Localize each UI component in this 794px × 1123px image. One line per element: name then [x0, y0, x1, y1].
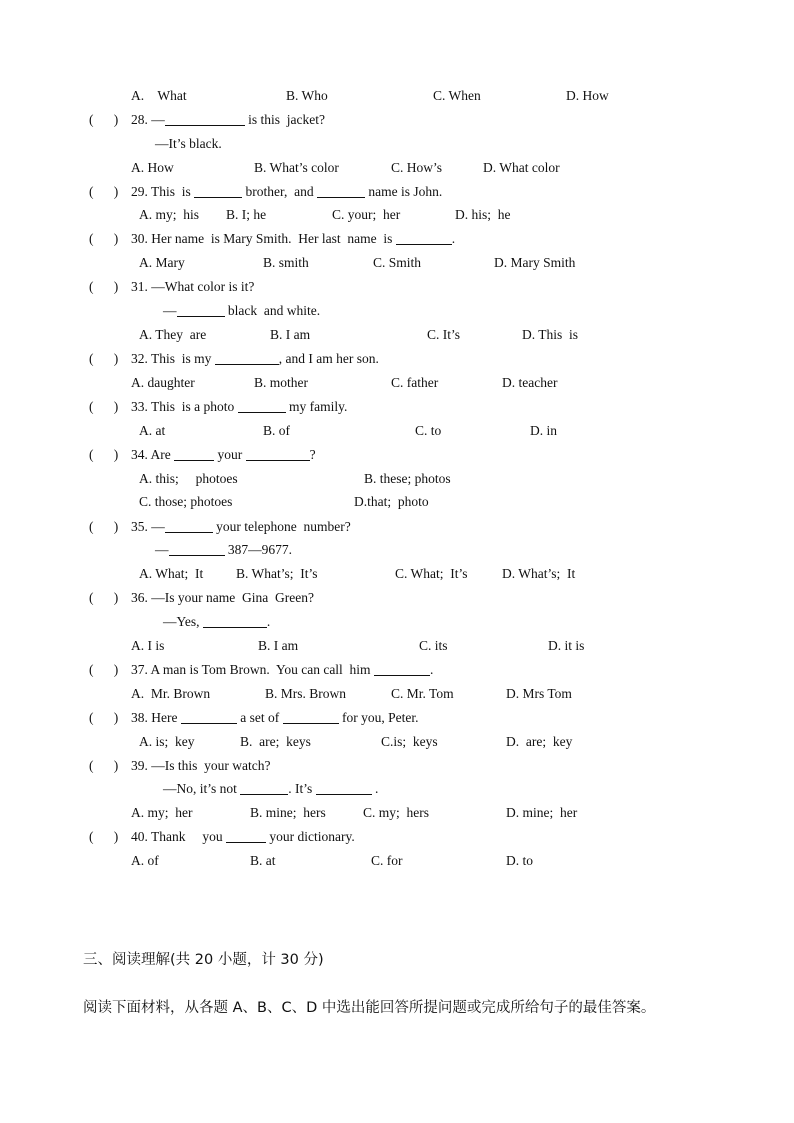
q31-answer-bracket[interactable]: ( )	[89, 279, 119, 294]
q31-reply: — black and white.	[163, 303, 321, 318]
q27-option-c: C. When	[433, 88, 481, 103]
q39-option-c: C. my; hers	[363, 805, 429, 820]
q29-option-a: A. my; his	[139, 207, 200, 222]
blank[interactable]	[194, 185, 242, 198]
q37-option-d: D. Mrs Tom	[506, 686, 572, 701]
q33-answer-bracket[interactable]: ( )	[89, 399, 119, 414]
q40-answer-bracket[interactable]: ( )	[89, 829, 119, 844]
q33-option-b: B. of	[263, 423, 290, 438]
blank[interactable]	[283, 711, 339, 724]
q39-answer-bracket[interactable]: ( )	[89, 758, 119, 773]
q28-option-c: C. How’s	[391, 160, 443, 175]
q27-option-a: A. What	[131, 88, 187, 103]
q32-option-a: A. daughter	[131, 375, 195, 390]
q29-answer-bracket[interactable]: ( )	[89, 184, 119, 199]
q35-option-b: B. What’s; It’s	[236, 566, 318, 581]
blank[interactable]	[203, 615, 267, 628]
q34-option-b: B. these; photos	[364, 471, 451, 486]
blank[interactable]	[316, 782, 372, 795]
q34-stem: 34. Are your ?	[131, 447, 316, 462]
q27-option-b: B. Who	[286, 88, 328, 103]
section-instruction: 阅读下面材料，从各题 A、B、C、D 中选出能回答所提问题或完成所给句子的最佳答案。	[83, 1000, 656, 1016]
q36-option-c: C. its	[419, 638, 448, 653]
q30-option-d: D. Mary Smith	[494, 255, 576, 270]
q30-stem: 30. Her name is Mary Smith. Her last name is .	[131, 231, 456, 246]
blank[interactable]	[215, 352, 279, 365]
q34-option-d: D.that; photo	[354, 494, 429, 509]
q28-answer-bracket[interactable]: ( )	[89, 112, 119, 127]
q38-option-a: A. is; key	[139, 734, 195, 749]
q31-option-c: C. It’s	[427, 327, 461, 342]
q35-option-d: D. What’s; It	[502, 566, 576, 581]
q30-option-a: A. Mary	[139, 255, 185, 270]
blank[interactable]	[174, 448, 214, 461]
q31-stem: 31. —What color is it?	[131, 279, 255, 294]
q28-option-b: B. What’s color	[254, 160, 339, 175]
q36-stem: 36. —Is your name Gina Green?	[131, 590, 314, 605]
q36-option-d: D. it is	[548, 638, 585, 653]
q29-option-b: B. I; he	[226, 207, 267, 222]
q40-stem: 40. Thank you your dictionary.	[131, 829, 355, 844]
q39-option-a: A. my; her	[131, 805, 193, 820]
q39-option-d: D. mine; her	[506, 805, 578, 820]
q37-stem: 37. A man is Tom Brown. You can call him .	[131, 662, 434, 677]
q40-option-b: B. at	[250, 853, 276, 868]
blank[interactable]	[240, 782, 288, 795]
blank[interactable]	[165, 113, 245, 126]
blank[interactable]	[246, 448, 310, 461]
q38-option-d: D. are; key	[506, 734, 573, 749]
blank[interactable]	[165, 520, 213, 533]
q28-reply: —It’s black.	[155, 136, 222, 151]
blank[interactable]	[374, 663, 430, 676]
q28-option-d: D. What color	[483, 160, 560, 175]
blank[interactable]	[317, 185, 365, 198]
q32-option-c: C. father	[391, 375, 439, 390]
blank[interactable]	[177, 304, 225, 317]
q36-reply: —Yes, .	[163, 614, 271, 629]
q36-answer-bracket[interactable]: ( )	[89, 590, 119, 605]
q32-option-b: B. mother	[254, 375, 308, 390]
q33-option-d: D. in	[530, 423, 557, 438]
q35-option-a: A. What; It	[139, 566, 204, 581]
q38-stem: 38. Here a set of for you, Peter.	[131, 710, 419, 725]
q30-option-c: C. Smith	[373, 255, 422, 270]
blank[interactable]	[181, 711, 237, 724]
q37-option-b: B. Mrs. Brown	[265, 686, 347, 701]
q31-option-d: D. This is	[522, 327, 579, 342]
blank[interactable]	[238, 400, 286, 413]
q35-answer-bracket[interactable]: ( )	[89, 519, 119, 534]
q34-answer-bracket[interactable]: ( )	[89, 447, 119, 462]
q36-option-b: B. I am	[258, 638, 299, 653]
blank[interactable]	[226, 830, 266, 843]
q34-option-c: C. those; photoes	[139, 494, 233, 509]
q35-option-c: C. What; It’s	[395, 566, 468, 581]
q28-option-a: A. How	[131, 160, 174, 175]
q31-option-a: A. They are	[139, 327, 207, 342]
q35-reply: — 387—9677.	[155, 542, 292, 557]
q33-option-c: C. to	[415, 423, 442, 438]
q32-option-d: D. teacher	[502, 375, 558, 390]
blank[interactable]	[169, 543, 225, 556]
q31-option-b: B. I am	[270, 327, 311, 342]
q40-option-a: A. of	[131, 853, 159, 868]
q30-answer-bracket[interactable]: ( )	[89, 231, 119, 246]
q40-option-c: C. for	[371, 853, 403, 868]
q39-stem: 39. —Is this your watch?	[131, 758, 271, 773]
q39-reply: —No, it’s not . It’s .	[163, 781, 379, 796]
q38-answer-bracket[interactable]: ( )	[89, 710, 119, 725]
q38-option-b: B. are; keys	[240, 734, 311, 749]
section-title: 三、阅读理解(共 20 小题，计 30 分)	[83, 952, 324, 968]
q39-option-b: B. mine; hers	[250, 805, 326, 820]
q29-stem: 29. This is brother, and name is John.	[131, 184, 443, 199]
q28-stem: 28. — is this jacket?	[131, 112, 325, 127]
q37-option-a: A. Mr. Brown	[131, 686, 211, 701]
q33-stem: 33. This is a photo my family.	[131, 399, 348, 414]
q29-option-d: D. his; he	[455, 207, 511, 222]
q32-answer-bracket[interactable]: ( )	[89, 351, 119, 366]
blank[interactable]	[396, 232, 452, 245]
q30-option-b: B. smith	[263, 255, 309, 270]
q27-option-d: D. How	[566, 88, 609, 103]
q32-stem: 32. This is my , and I am her son.	[131, 351, 379, 366]
q37-option-c: C. Mr. Tom	[391, 686, 454, 701]
q40-option-d: D. to	[506, 853, 533, 868]
q29-option-c: C. your; her	[332, 207, 401, 222]
q33-option-a: A. at	[139, 423, 166, 438]
q37-answer-bracket[interactable]: ( )	[89, 662, 119, 677]
q34-option-a: A. this; photoes	[139, 471, 238, 486]
q36-option-a: A. I is	[131, 638, 165, 653]
q35-stem: 35. — your telephone number?	[131, 519, 351, 534]
q38-option-c: C.is; keys	[381, 734, 438, 749]
